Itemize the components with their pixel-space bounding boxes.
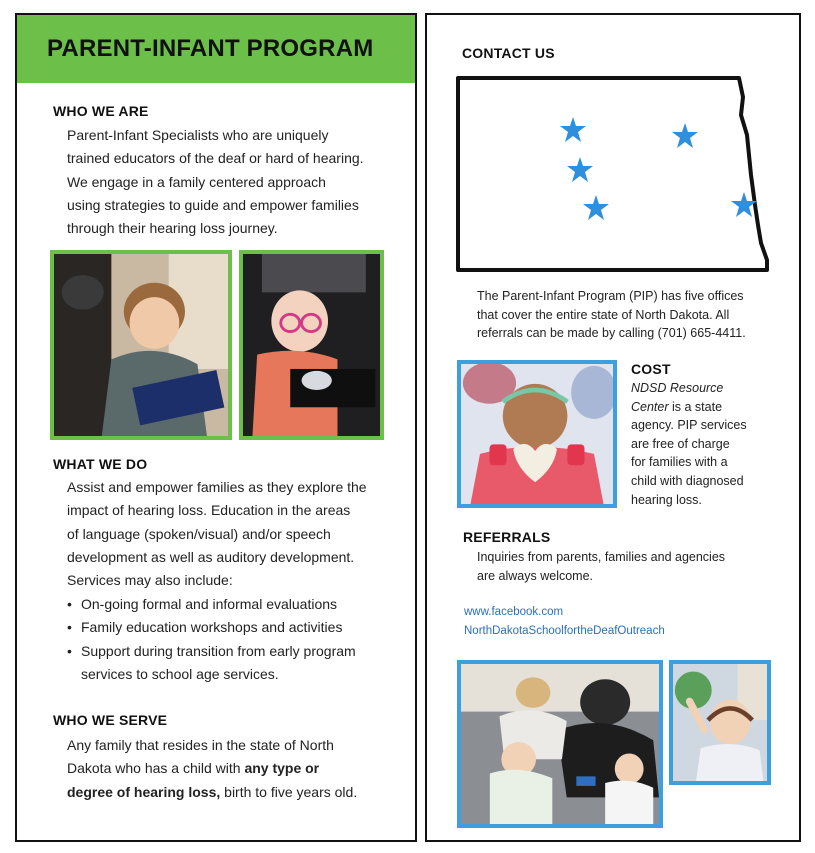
pip-description bbox=[477, 287, 746, 343]
who-we-are-text bbox=[67, 124, 364, 240]
list-item-continuation: services to school age services. bbox=[81, 665, 279, 682]
who-we-serve-heading: WHO WE SERVE bbox=[53, 712, 168, 728]
referrals-text bbox=[477, 548, 725, 585]
text-line: of language (spoken/visual) and/or speech bbox=[67, 525, 331, 542]
text-plain: is a state bbox=[668, 399, 723, 414]
who-we-are-heading: WHO WE ARE bbox=[53, 103, 149, 119]
link-line[interactable]: www.facebook.com bbox=[464, 606, 564, 618]
text-line: that cover the entire state of North Dakota. All bbox=[477, 307, 730, 322]
text-line: development as well as auditory development. bbox=[67, 548, 355, 565]
list-item: • On-going formal and informal evaluations bbox=[67, 593, 356, 616]
cost-text bbox=[631, 379, 747, 509]
contact-us-heading: CONTACT US bbox=[462, 45, 555, 61]
text-italic: NDSD Resource bbox=[631, 381, 724, 395]
facebook-link[interactable] bbox=[464, 603, 665, 641]
text-bold: any type or bbox=[244, 760, 320, 777]
text-line: agency. PIP services bbox=[631, 418, 747, 433]
north-dakota-map bbox=[455, 75, 775, 275]
referrals-heading: REFERRALS bbox=[463, 529, 551, 545]
what-we-do-text bbox=[67, 476, 367, 592]
cost-heading: COST bbox=[631, 361, 671, 377]
left-panel bbox=[15, 13, 417, 842]
text-line: The Parent-Infant Program (PIP) has five offices bbox=[477, 289, 744, 303]
what-we-do-heading: WHAT WE DO bbox=[53, 456, 148, 472]
photo-boy-reading bbox=[50, 250, 232, 440]
text-line: are free of charge bbox=[631, 436, 730, 451]
text-line: hearing loss. bbox=[631, 492, 702, 507]
text-bold: degree of hearing loss, bbox=[67, 783, 221, 800]
text-line: are always welcome. bbox=[477, 568, 594, 583]
text-line: referrals can be made by calling (701) 665-4411. bbox=[477, 326, 746, 341]
photo-baby-smiling bbox=[669, 660, 771, 785]
text-line bbox=[67, 757, 357, 780]
photo-baby-headband bbox=[457, 360, 617, 508]
text-line: Inquiries from parents, families and agencies bbox=[477, 550, 726, 564]
text-line bbox=[631, 398, 747, 417]
text-plain: Dakota who has a child with bbox=[67, 760, 245, 777]
text-line: Parent-Infant Specialists who are uniquely bbox=[67, 127, 329, 143]
text-line: child with diagnosed bbox=[631, 473, 744, 488]
photo-group-play bbox=[457, 660, 663, 828]
right-panel bbox=[425, 13, 801, 842]
photo-girl-glasses bbox=[239, 250, 384, 440]
text-line: for families with a bbox=[631, 455, 728, 470]
text-line: Assist and empower families as they explore the bbox=[67, 479, 367, 495]
text-plain: birth to five years old. bbox=[220, 783, 358, 800]
who-we-serve-text bbox=[67, 734, 357, 804]
text-line: impact of hearing loss. Education in the areas bbox=[67, 502, 351, 519]
text-line: through their hearing loss journey. bbox=[67, 220, 278, 237]
list-item: • Family education workshops and activities bbox=[67, 616, 356, 639]
text-line: Any family that resides in the state of North bbox=[67, 737, 334, 753]
text-italic: Center bbox=[631, 399, 669, 414]
program-banner bbox=[17, 15, 415, 83]
text-line bbox=[631, 379, 747, 398]
text-line bbox=[67, 781, 357, 804]
page-title: PARENT-INFANT PROGRAM bbox=[47, 35, 374, 62]
text-line: Services may also include: bbox=[67, 572, 233, 589]
text-line: using strategies to guide and empower families bbox=[67, 196, 359, 213]
text-line: trained educators of the deaf or hard of hearing. bbox=[67, 150, 364, 167]
link-line[interactable]: NorthDakotaSchoolfortheDeafOutreach bbox=[464, 625, 665, 637]
text-line: We engage in a family centered approach bbox=[67, 173, 326, 190]
services-list bbox=[67, 593, 356, 686]
list-item: • Support during transition from early program bbox=[67, 640, 356, 663]
